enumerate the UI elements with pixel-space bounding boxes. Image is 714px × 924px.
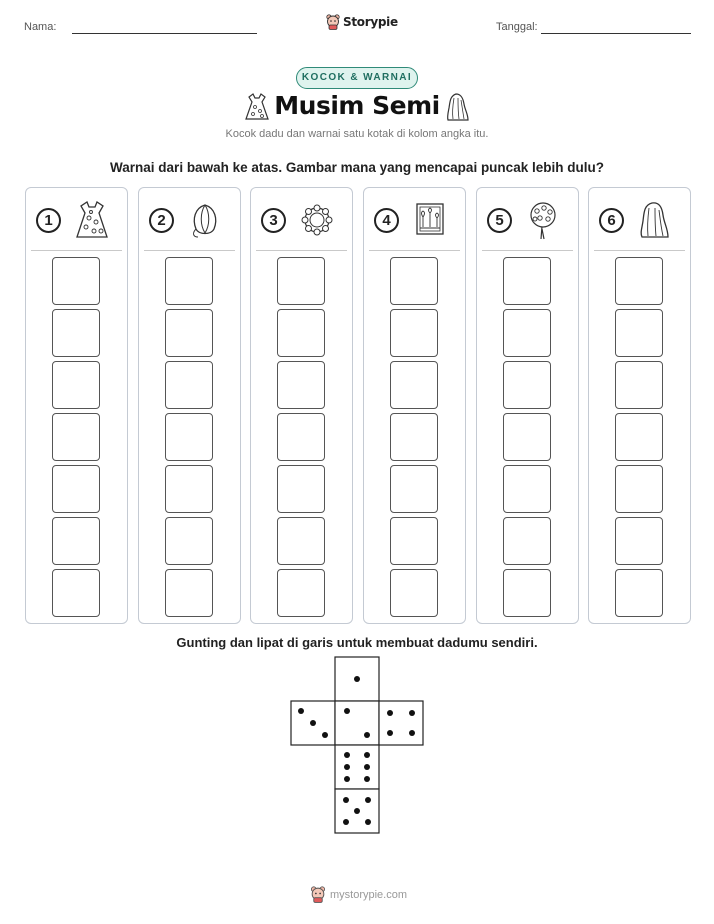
pip — [344, 708, 350, 714]
pip — [354, 808, 360, 814]
column-header — [364, 188, 465, 250]
column-number: 2 — [149, 208, 174, 233]
color-cell[interactable] — [503, 361, 551, 409]
color-cell[interactable] — [52, 413, 100, 461]
color-cell[interactable] — [165, 517, 213, 565]
color-cells — [52, 257, 100, 621]
color-cell[interactable] — [390, 517, 438, 565]
pip — [344, 776, 350, 782]
pip — [344, 752, 350, 758]
brand-logo — [326, 14, 398, 30]
column-2 — [138, 187, 241, 624]
color-cell[interactable] — [503, 257, 551, 305]
bear-mascot-icon — [310, 886, 326, 903]
color-cell[interactable] — [277, 465, 325, 513]
bear-mascot-icon — [326, 14, 340, 30]
veil-icon — [636, 199, 674, 241]
column-1 — [25, 187, 128, 624]
pip — [387, 710, 393, 716]
brand-name: Storypie — [343, 15, 398, 29]
die-face-2 — [335, 701, 379, 745]
color-cells — [503, 257, 551, 621]
color-cell[interactable] — [503, 517, 551, 565]
color-cell[interactable] — [277, 413, 325, 461]
column-header — [251, 188, 352, 250]
column-divider — [144, 250, 235, 251]
activity-badge: KOCOK & WARNAI — [296, 67, 418, 89]
name-label: Nama: — [24, 21, 57, 33]
color-cell[interactable] — [615, 413, 663, 461]
color-cell[interactable] — [615, 517, 663, 565]
flower-wreath-icon — [298, 199, 336, 241]
name-line[interactable] — [72, 33, 257, 34]
color-cells — [390, 257, 438, 621]
coloring-instruction: Warnai dari bawah ke atas. Gambar mana yang mencapai puncak lebih dulu? — [110, 160, 604, 175]
color-cell[interactable] — [277, 257, 325, 305]
die-face-6 — [335, 745, 379, 789]
color-cell[interactable] — [503, 465, 551, 513]
pip — [409, 710, 415, 716]
tulip-bud-icon — [186, 199, 224, 241]
pip — [364, 776, 370, 782]
column-number: 5 — [487, 208, 512, 233]
color-cell[interactable] — [615, 257, 663, 305]
pip — [364, 752, 370, 758]
footer — [310, 886, 407, 903]
veil-icon — [444, 92, 472, 122]
color-cell[interactable] — [52, 569, 100, 617]
color-cell[interactable] — [390, 309, 438, 357]
date-label: Tanggal: — [496, 21, 538, 33]
color-cell[interactable] — [52, 361, 100, 409]
column-divider — [594, 250, 685, 251]
pip — [298, 708, 304, 714]
color-cell[interactable] — [165, 569, 213, 617]
column-header — [477, 188, 578, 250]
color-cells — [277, 257, 325, 621]
dress-icon — [243, 92, 271, 122]
page-subtitle: Kocok dadu dan warnai satu kotak di kolom angka itu. — [225, 128, 489, 140]
pip — [364, 732, 370, 738]
color-cell[interactable] — [52, 257, 100, 305]
column-4 — [363, 187, 466, 624]
column-header — [589, 188, 690, 250]
dress-icon — [73, 199, 111, 241]
column-6 — [588, 187, 691, 624]
column-number: 6 — [599, 208, 624, 233]
pip — [365, 797, 371, 803]
color-cell[interactable] — [615, 465, 663, 513]
color-cell[interactable] — [390, 257, 438, 305]
column-number: 1 — [36, 208, 61, 233]
pip — [344, 764, 350, 770]
color-cell[interactable] — [615, 569, 663, 617]
column-5 — [476, 187, 579, 624]
color-cell[interactable] — [615, 309, 663, 357]
column-divider — [482, 250, 573, 251]
cut-instruction: Gunting dan lipat di garis untuk membuat dadumu sendiri. — [176, 635, 538, 650]
color-cell[interactable] — [165, 465, 213, 513]
footer-url[interactable]: mystorypie.com — [330, 888, 408, 901]
die-face-4 — [379, 701, 423, 745]
color-cell[interactable] — [390, 361, 438, 409]
color-cell[interactable] — [165, 361, 213, 409]
color-cell[interactable] — [615, 361, 663, 409]
pip — [343, 797, 349, 803]
pip — [310, 720, 316, 726]
color-cell[interactable] — [503, 569, 551, 617]
column-number: 3 — [261, 208, 286, 233]
color-cell[interactable] — [165, 413, 213, 461]
pip — [343, 819, 349, 825]
date-line[interactable] — [541, 33, 691, 34]
color-cell[interactable] — [390, 569, 438, 617]
garden-tile-icon — [411, 199, 449, 241]
pip — [387, 730, 393, 736]
column-divider — [256, 250, 347, 251]
color-cell[interactable] — [503, 309, 551, 357]
color-cell[interactable] — [277, 309, 325, 357]
color-cell[interactable] — [277, 569, 325, 617]
color-cell[interactable] — [277, 517, 325, 565]
pip — [322, 732, 328, 738]
color-cell[interactable] — [503, 413, 551, 461]
color-cell[interactable] — [277, 361, 325, 409]
color-cell[interactable] — [390, 465, 438, 513]
column-divider — [369, 250, 460, 251]
color-cell[interactable] — [52, 465, 100, 513]
page-title: Musim Semi — [274, 91, 440, 120]
color-cell[interactable] — [52, 517, 100, 565]
color-cell[interactable] — [390, 413, 438, 461]
pip — [365, 819, 371, 825]
blossom-tree-icon — [524, 199, 562, 241]
color-cells — [615, 257, 663, 621]
column-number: 4 — [374, 208, 399, 233]
column-header — [26, 188, 127, 250]
color-cell[interactable] — [165, 257, 213, 305]
color-cell[interactable] — [52, 309, 100, 357]
color-cell[interactable] — [165, 309, 213, 357]
pip — [409, 730, 415, 736]
dice-net — [290, 656, 425, 836]
column-3 — [250, 187, 353, 624]
color-cells — [165, 257, 213, 621]
column-header — [139, 188, 240, 250]
column-divider — [31, 250, 122, 251]
pip — [354, 676, 360, 682]
pip — [364, 764, 370, 770]
